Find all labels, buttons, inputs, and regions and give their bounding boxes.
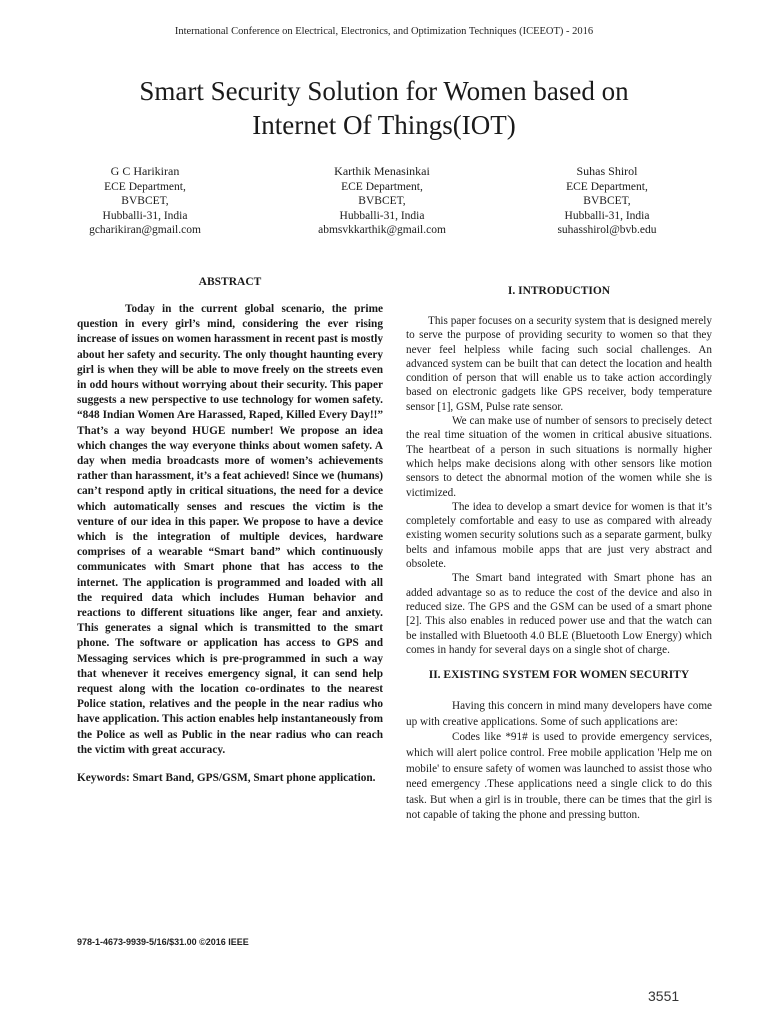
author-name: Karthik Menasinkai [334,164,430,178]
author-city: Hubballi-31, India [339,209,425,222]
intro-paragraph: The Smart band integrated with Smart phone has an added advantage so as to reduce the cost of the device and also in reduced size. The GPS and the GSM can be used of a smart phone [2]. This also enables in reduced power use and that the watch can be installed with Bluetooth 4.0 BLE (Bluetooth Low Energy) which comes in handy for several days on a single shot of charge. [406,572,712,656]
author-block [267,164,497,238]
author-department: ECE Department, [566,180,648,193]
abstract-heading: ABSTRACT [198,276,262,288]
existing-system-paragraph: Codes like *91# is used to provide emergency services, which will alert police control. Free mobile application 'Help me on mobile' to ensure safety of women was launched to assist those who need emergency .These applications need a single click to do this task. But when a girl is in trouble, there can be times that the girl is not capable of taking the phone and pressing button. [406,731,712,822]
intro-paragraph: The idea to develop a smart device for women is that it’s completely comfortable and easy to use as compared with already existing women security solutions such as a separate garment, bulky belts and infamous mobile apps that are just very abstract and obsolete. [406,500,712,571]
author-email: abmsvkkarthik@gmail.com [318,224,446,236]
existing-system-paragraph: Having this concern in mind many developers have come up with creative applications. Some of such applications are: [406,700,712,728]
author-institution: BVBCET, [121,195,169,207]
paper-title [60,74,708,142]
author-institution: BVBCET, [583,195,631,207]
copyright-footer: 978-1-4673-9939-5/16/$31.00 ©2016 IEEE [77,937,249,947]
keywords-text: Smart Band, GPS/GSM, Smart phone application. [132,772,376,785]
author-city: Hubballi-31, India [564,209,650,222]
author-email: suhasshirol@bvb.edu [557,224,657,236]
left-column [77,276,383,786]
conference-header: International Conference on Electrical, Electronics, and Optimization Techniques (ICEEOT) - 2016 [174,26,594,37]
title-line-2: Internet Of Things(IOT) [252,110,516,140]
author-block [492,164,722,238]
intro-paragraph: We can make use of number of sensors to precisely detect the real time situation of the women in critical abusive situations. The heartbeat of a person in such situations is normally higher which helps make decisions along with other sensors like motion sensors to detect the abnormal motion of the women while she is victimized. [406,415,712,499]
introduction-heading: I. INTRODUCTION [507,285,611,297]
existing-system-section [406,699,712,824]
author-name: G C Harikiran [110,164,180,178]
keywords-label: Keywords: [77,772,130,785]
author-department: ECE Department, [341,180,423,193]
page-number: 3551 [648,988,680,1004]
keywords [77,771,383,786]
author-email: gcharikiran@gmail.com [89,224,201,236]
author-city: Hubballi-31, India [102,209,188,222]
intro-paragraph: This paper focuses on a security system that is designed merely to serve the purpose of providing security to women so that they never feel helpless while facing such social challenges. An advanced system can be built that can detect the location and health condition of person that will enable us to take action accordingly based on electronic gadgets like GPS receiver, body temperature sensor [1], GSM, Pulse rate sensor. [406,315,712,413]
right-column [406,285,712,824]
author-block [30,164,260,238]
author-name: Suhas Shirol [576,164,638,178]
title-line-1: Smart Security Solution for Women based on [139,76,629,106]
existing-system-heading: II. EXISTING SYSTEM FOR WOMEN SECURITY [428,669,690,682]
author-department: ECE Department, [104,180,186,193]
author-institution: BVBCET, [358,195,406,207]
abstract-text: Today in the current global scenario, the prime question in every girl’s mind, considering the ever rising increase of issues on women harassment in recent past is mostly about her safety and security. The only thought haunting every girl is when they will be able to move freely on the streets even in odd hours without worrying about their security. This paper suggests a new perspective to use technology for women safety. “848 Indian Women Are Harassed, Raped, Killed Every Day!!” That’s a way beyond HUGE number! We propose an idea which changes the way everyone thinks about women safety. A day when media broadcasts more of women’s achievements rather than harassment, it’s a feat achieved! Since we (humans) can’t respond aptly in critical situations, the need for a device which automatically senses and rescues the victim is the venture of our idea in this paper. We propose to have a device which is the integration of multiple devices, hardware comprises of a wearable “Smart band” which continuously communicates with Smart phone that has access to the internet. The application is programmed and loaded with all the required data which includes Human behavior and reactions to different situations like anger, fear and anxiety. This generates a signal which is transmitted to the smart phone. The software or application has access to GPS and Messaging services which is pre-programmed in such a way that whenever it receives emergency signal, it can send help request along with the location co-ordinates to the nearest Police station, relatives and the people in the near radius who have application. This action enables help instantaneously from the Police as well as Public in the near radius who can reach the victim with great accuracy. [77,303,383,756]
